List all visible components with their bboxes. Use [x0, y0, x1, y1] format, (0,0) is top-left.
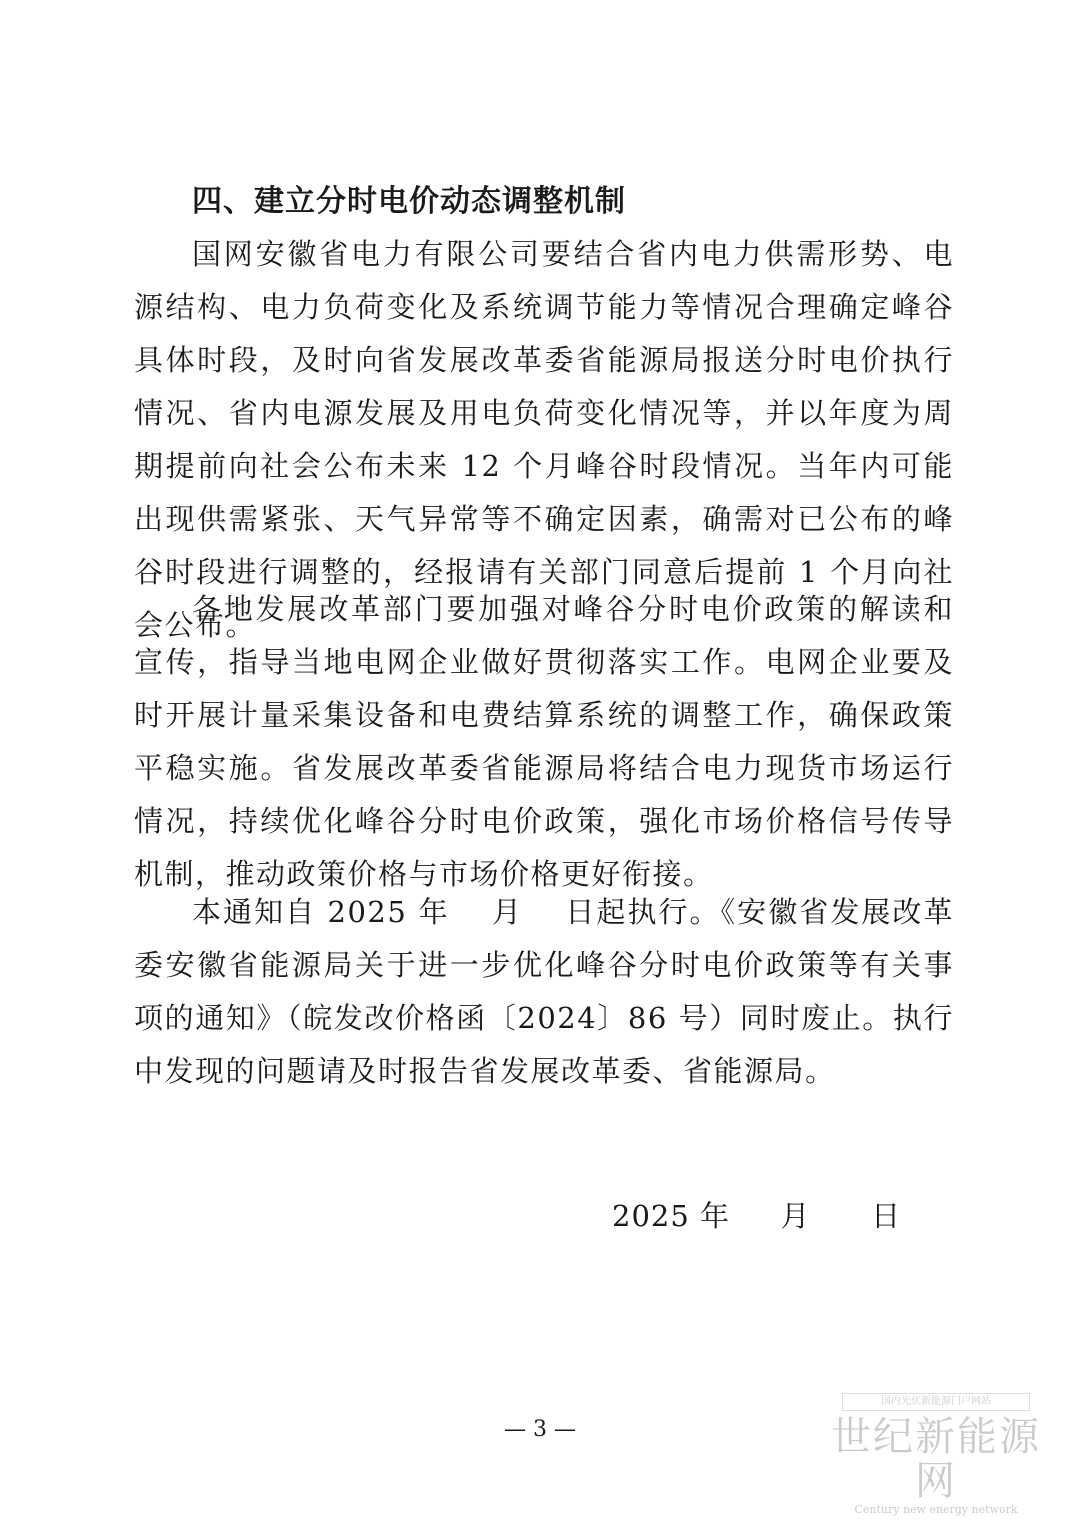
- watermark-tagline: 国内光伏新能源门户网站: [842, 1393, 1030, 1411]
- body-paragraph: 国网安徽省电力有限公司要结合省内电力供需形势、电源结构、电力负荷变化及系统调节能力等情况合理确定峰谷具体时段，及时向省发展改革委省能源局报送分时电价执行情况、省内电源发展及用电负荷变化情况等，并以年度为周期提前向社会公布未来 12 个月峰谷时段情况。当年内可能出现供需紧张、天气异常等不确定因素，确需对已公布的峰谷时段进行调整的，经报请有关部门同意后提前 1 个月向社会公布。: [134, 237, 954, 642]
- issue-date: 2025 年 月 日: [612, 1199, 902, 1233]
- body-paragraph: 本通知自 2025 年 月 日起执行。《安徽省发展改革委安徽省能源局关于进一步优化峰谷分时电价政策等有关事项的通知》（皖发改价格函〔2024〕86 号）同时废止。执行中发现的问题请及时报告省发展改革委、省能源局。: [134, 895, 954, 1088]
- watermark-logo-text: 世纪新能源网: [831, 1414, 1041, 1504]
- site-watermark: [822, 1393, 1050, 1517]
- page-number: — 3 —: [504, 1417, 576, 1442]
- watermark-subtitle: Century new energy network: [854, 1503, 1018, 1516]
- body-paragraph: 各地发展改革部门要加强对峰谷分时电价政策的解读和宣传，指导当地电网企业做好贯彻落实工作。电网企业要及时开展计量采集设备和电费结算系统的调整工作，确保政策平稳实施。省发展改革委省能源局将结合电力现货市场运行情况，持续优化峰谷分时电价政策，强化市场价格信号传导机制，推动政策价格与市场价格更好衔接。: [134, 592, 954, 891]
- section-heading: 四、建立分时电价动态调整机制: [192, 184, 626, 219]
